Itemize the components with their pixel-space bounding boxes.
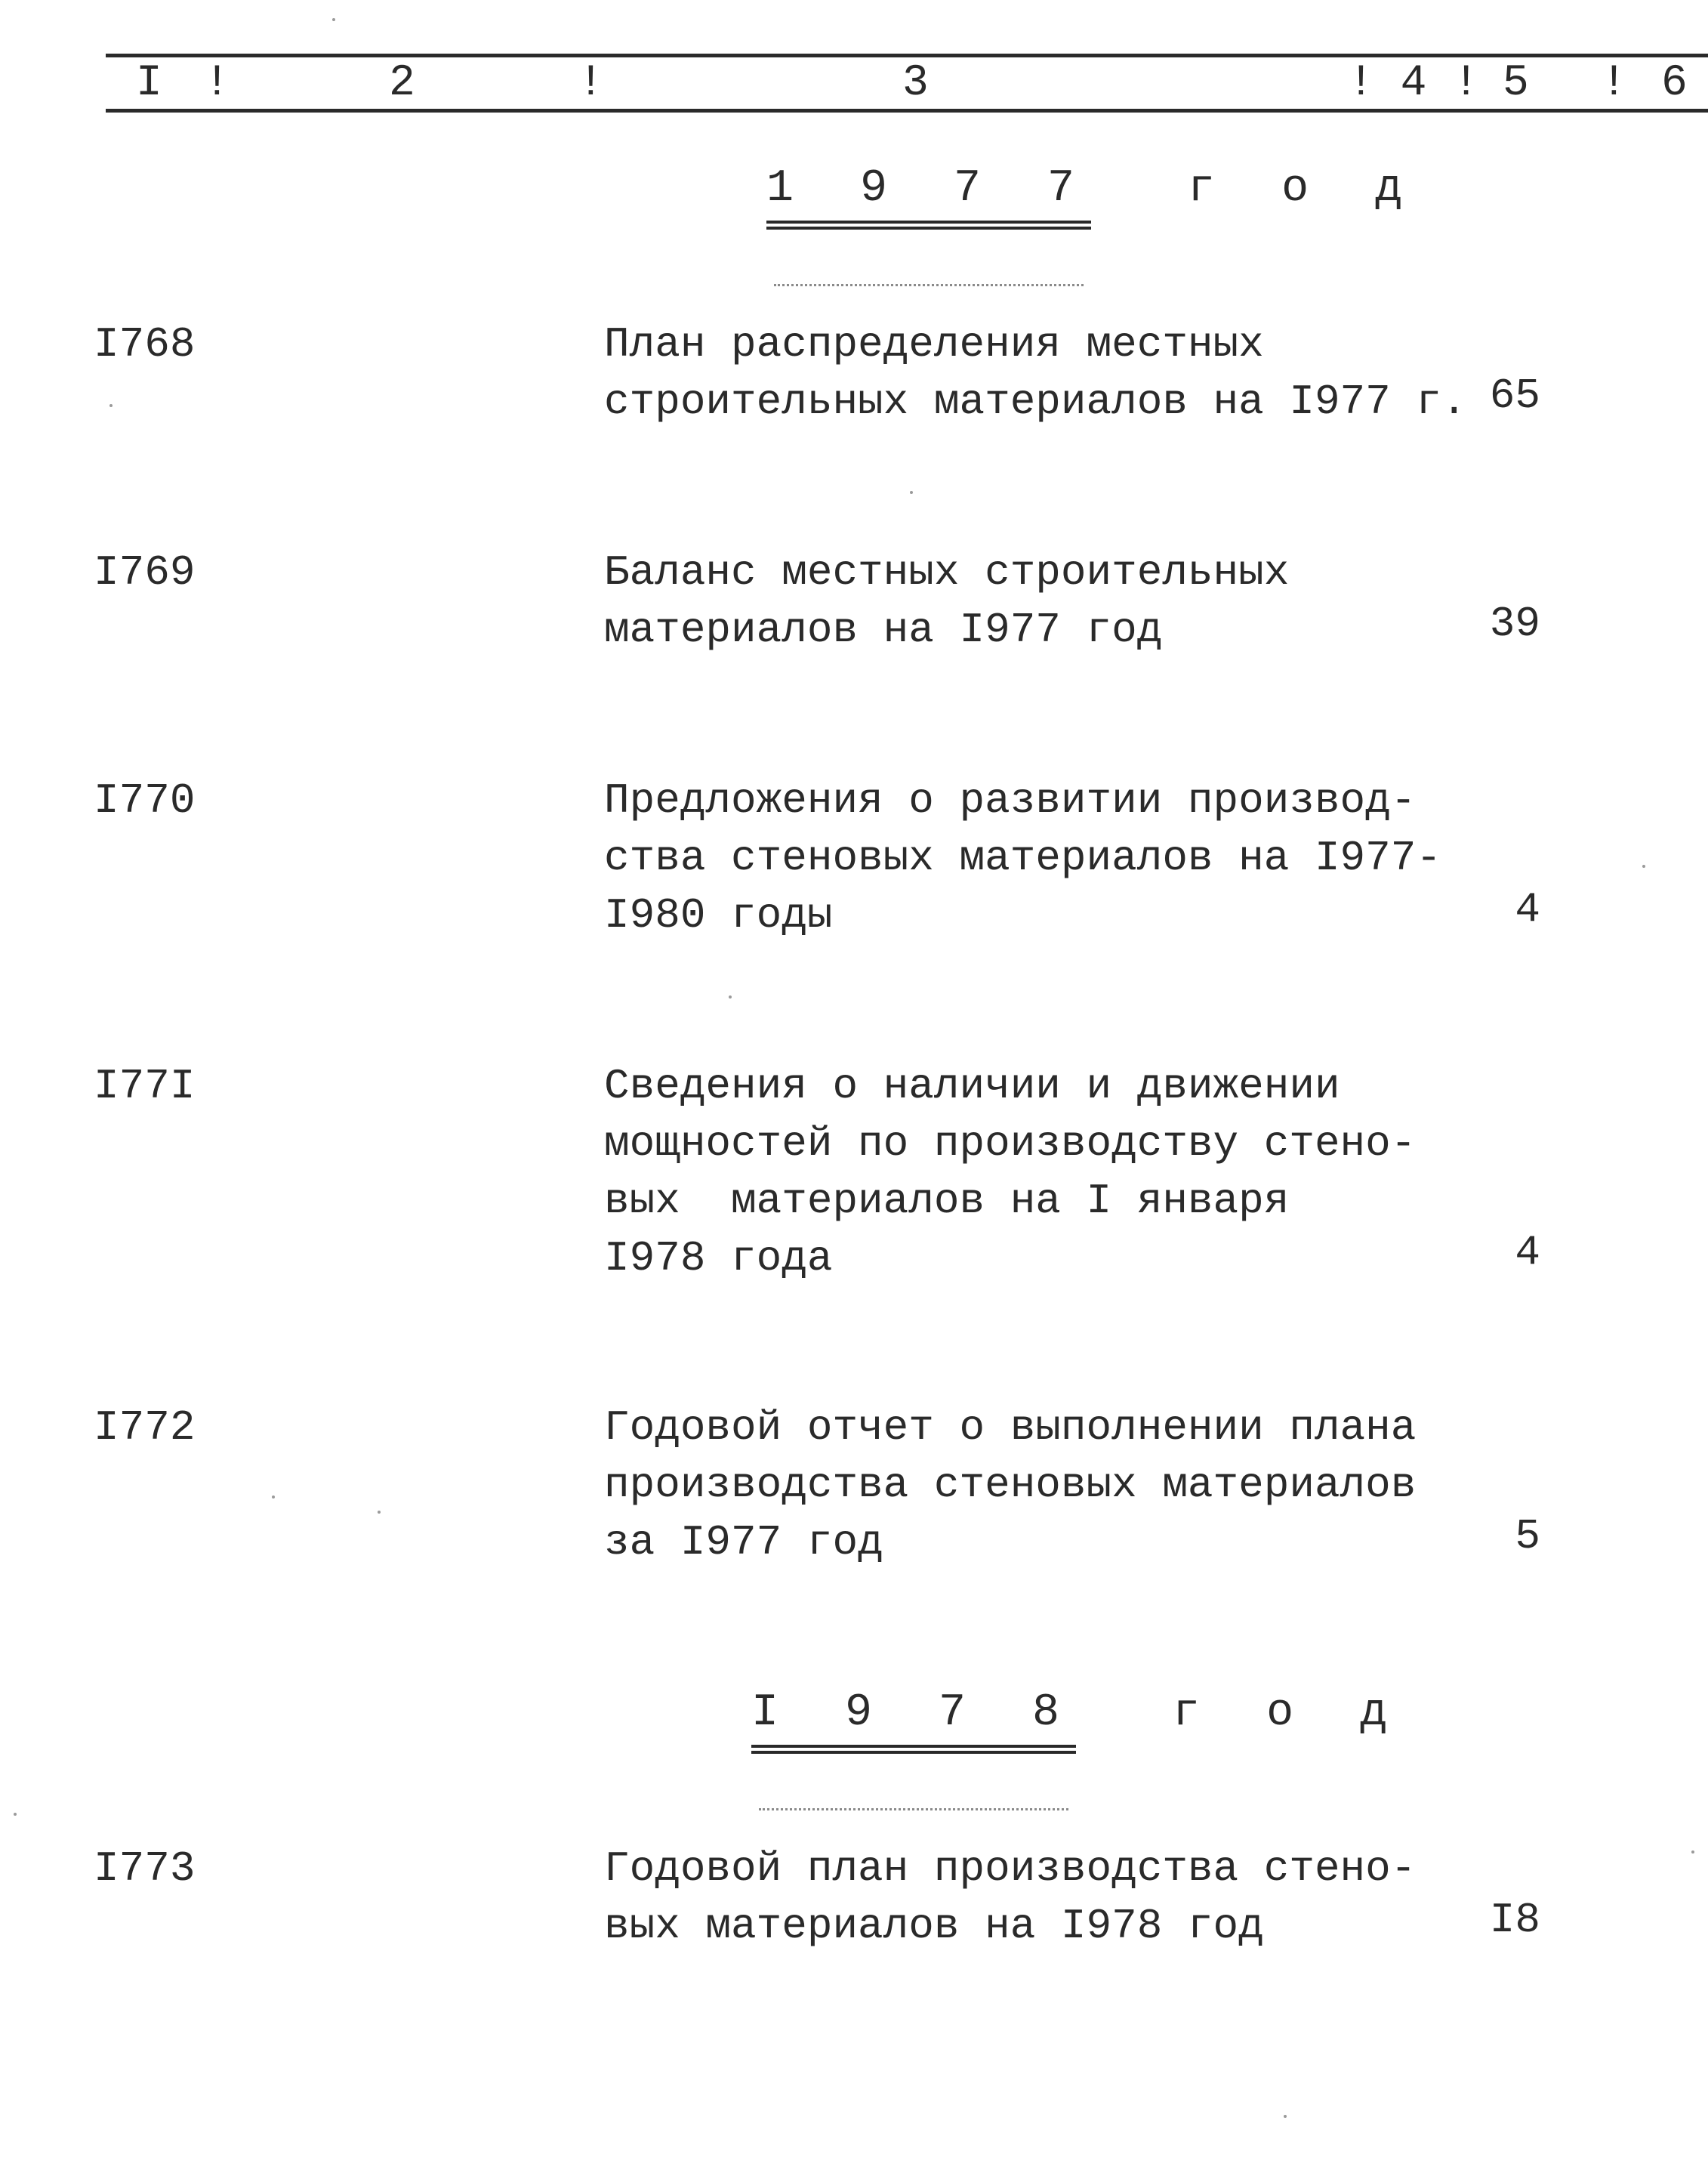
column-separator: ! — [204, 59, 230, 108]
scan-speck — [910, 491, 913, 494]
column-separator: ! — [578, 59, 604, 108]
entry-number: I773 — [94, 1844, 196, 1893]
header-top-rule — [106, 54, 1708, 57]
entry-sheet-count: 4 — [1515, 1228, 1540, 1276]
entry-title-line: Годовой отчет о выполнении плана — [604, 1403, 1417, 1452]
entry-title-line: I978 года — [604, 1234, 833, 1283]
scan-speck — [272, 1495, 275, 1499]
column-header-6: 6 — [1661, 59, 1688, 108]
scan-speck — [378, 1511, 381, 1514]
scan-speck — [109, 404, 113, 407]
scan-speck — [14, 1813, 17, 1816]
entry-title-line: Сведения о наличии и движении — [604, 1062, 1340, 1110]
scan-speck — [332, 18, 335, 21]
entry-title-line: за I977 год — [604, 1518, 883, 1566]
entry-title-line: ства стеновых материалов на I977- — [604, 834, 1441, 882]
entry-title-line: производства стеновых материалов — [604, 1461, 1417, 1509]
scan-speck — [729, 995, 732, 999]
column-header-4: ! 4 ! — [1348, 59, 1480, 108]
scan-speck — [1691, 1850, 1694, 1854]
column-header-5: 5 — [1503, 59, 1529, 108]
scan-speck — [1642, 865, 1645, 868]
entry-title-line: материалов на I977 год — [604, 606, 1163, 654]
entry-title-line: вых материалов на I января — [604, 1177, 1290, 1225]
entry-title-line: строительных материалов на I977 г. — [604, 378, 1467, 426]
entry-number: I770 — [94, 776, 196, 825]
entry-title-line: Годовой план производства стено- — [604, 1844, 1417, 1893]
dotted-separator — [774, 284, 1084, 286]
scan-speck — [1284, 2115, 1287, 2118]
entry-sheet-count: 39 — [1489, 600, 1540, 648]
year-heading-1977: 1 9 7 7 г о д — [766, 163, 1423, 215]
entry-title-line: Предложения о развитии производ- — [604, 776, 1417, 825]
dotted-separator — [759, 1808, 1068, 1810]
entry-number: I768 — [94, 320, 196, 369]
entry-title-line: I980 годы — [604, 891, 833, 940]
column-header-2: 2 — [389, 59, 415, 108]
entry-sheet-count: I8 — [1489, 1896, 1540, 1944]
entry-title-line: План распределения местных — [604, 320, 1264, 369]
entry-number: I772 — [94, 1403, 196, 1452]
header-bottom-rule — [106, 109, 1708, 113]
year-heading-underline — [766, 221, 1091, 230]
entry-title-line: мощностей по производству стено- — [604, 1119, 1417, 1168]
entry-sheet-count: 65 — [1489, 372, 1540, 420]
year-heading-underline — [751, 1745, 1076, 1754]
entry-title-line: Баланс местных строительных — [604, 548, 1290, 597]
column-header-3: 3 — [902, 59, 929, 108]
year-heading-1978: I 9 7 8 г о д — [751, 1687, 1407, 1739]
column-header-1: I — [136, 59, 162, 108]
entry-number: I769 — [94, 548, 196, 597]
entry-sheet-count: 4 — [1515, 885, 1540, 934]
entry-sheet-count: 5 — [1515, 1512, 1540, 1560]
entry-number: I77I — [94, 1062, 196, 1110]
entry-title-line: вых материалов на I978 год — [604, 1902, 1264, 1950]
column-separator: ! — [1601, 59, 1627, 108]
